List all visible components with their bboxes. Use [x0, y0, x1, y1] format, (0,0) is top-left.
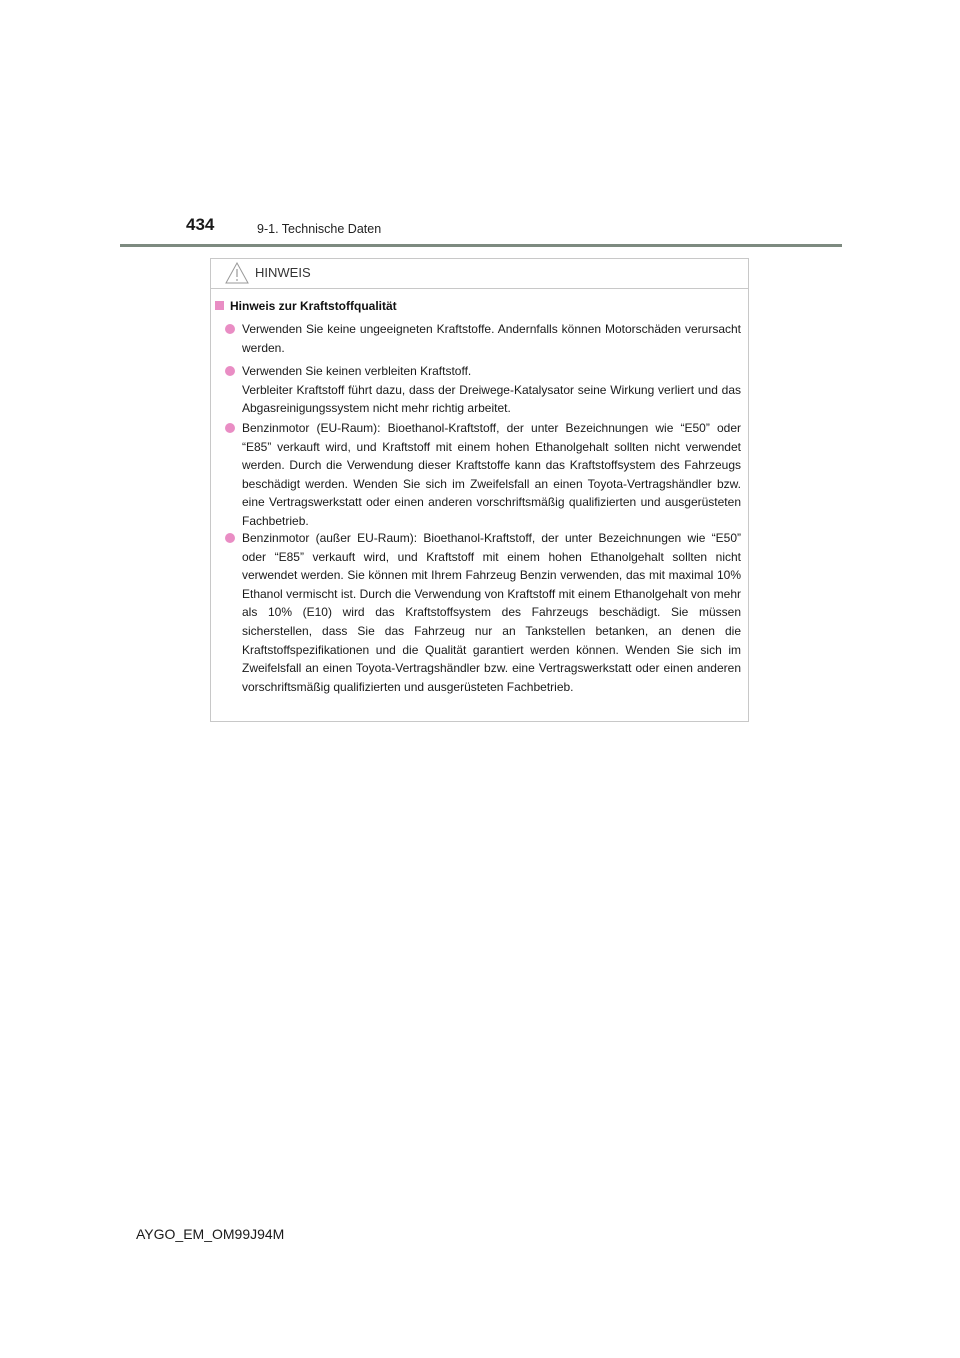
footer-code: AYGO_EM_OM99J94M	[136, 1226, 285, 1242]
list-item	[225, 362, 741, 418]
header-rule	[120, 244, 842, 247]
item-text: Benzinmotor (EU-Raum): Bioethanol-Kraftstoff, der unter Bezeichnungen wie “E50” oder “E85” verkauft wird, und Kraftstoff mit einem hohen Ethanolgehalt sollten nicht verwendet werden. Durch die Verwendung dieser Kraftstoffe kann das Kraftstoffsystem des Fahrzeugs beschädigt werden. Wenden Sie sich im Zweifelsfall an einen Toyota-Vertragshändler bzw. eine Vertragswerkstatt oder einen anderen vorschriftsmäßig qualifizierten und ausgerüsteten Fachbetrieb.	[242, 421, 741, 528]
item-text: Verwenden Sie keinen verbleiten Kraftstoff.	[242, 364, 472, 378]
section-title: 9-1. Technische Daten	[257, 222, 382, 236]
bullet-dot-icon	[225, 423, 235, 433]
sub-heading	[215, 299, 397, 313]
item-text: Verwenden Sie keine ungeeigneten Kraftstoffe. Andernfalls können Motorschäden verursacht werden.	[242, 322, 741, 355]
list-item	[225, 320, 741, 357]
page-number: 434	[186, 215, 215, 234]
item-text: Benzinmotor (außer EU-Raum): Bioethanol-Kraftstoff, der unter Bezeichnungen wie “E50” oder “E85” verkauft wird, und Kraftstoff mit einem hohen Ethanolgehalt sollten nicht verwendet werden. Sie können mit Ihrem Fahrzeug Benzin verwenden, das mit maximal 10% Ethanol vermischt ist. Durch die Verwendung von Kraftstoff mit einem Ethanolgehalt von mehr als 10% (E10) wird das Kraftstoffsystem des Fahrzeugs beschädigt. Sie müssen sicherstellen, dass Sie das Fahrzeug nur an Tankstellen betanken, an denen die Kraftstoffspezifikationen und die Qualität garantiert werden können. Wenden Sie sich im Zweifelsfall an einen Toyota-Vertragshändler bzw. eine Vertragswerkstatt oder einen anderen vorschriftsmäßig qualifizierten und ausgerüsteten Fachbetrieb.	[242, 531, 741, 694]
bullet-dot-icon	[225, 533, 235, 543]
notice-title: HINWEIS	[255, 265, 311, 280]
list-item	[225, 529, 741, 696]
list-item	[225, 419, 741, 531]
bullet-dot-icon	[225, 324, 235, 334]
warning-triangle-icon	[225, 262, 249, 284]
square-bullet-icon	[215, 301, 224, 310]
notice-header	[211, 259, 748, 289]
item-text: Verbleiter Kraftstoff führt dazu, dass der Dreiwege-Katalysator seine Wirkung verliert und das Abgasreinigungssystem nicht mehr richtig arbeitet.	[242, 382, 741, 416]
notice-box	[210, 258, 749, 722]
bullet-dot-icon	[225, 366, 235, 376]
sub-heading-text: Hinweis zur Kraftstoffqualität	[230, 299, 397, 313]
